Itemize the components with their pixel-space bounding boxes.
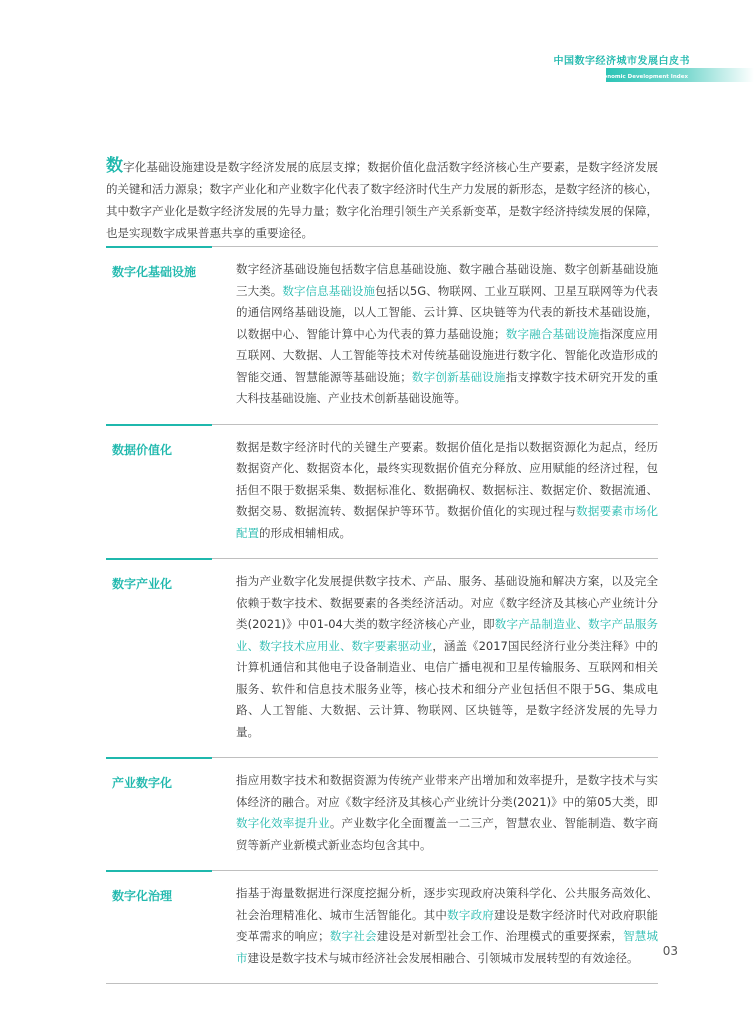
intro-paragraph — [106, 155, 658, 244]
bottom-divider — [106, 983, 658, 984]
body-text: 建设是数字经济时代对政府职能变革需求的响应； — [236, 907, 659, 943]
section-body — [236, 425, 658, 559]
section-title: 数据价值化 — [112, 442, 173, 457]
body-text: 的形成相辅相成。 — [259, 525, 351, 540]
section-body — [236, 758, 658, 870]
section-body — [236, 247, 658, 424]
highlight-term: 数字政府 — [447, 907, 495, 922]
body-text: 指为产业数字化发展提供数字技术、产品、服务、基础设施和解决方案，以及完全依赖于数字技术、数据要素的各类经济活动。对应《数字经济及其核心产业统计分类(2021)》中01-04大类的数字经济核心产业，即 — [236, 574, 658, 631]
section-body — [236, 559, 658, 757]
intro-text: 字化基础设施建设是数字经济发展的底层支撑；数据价值化盘活数字经济核心生产要素，是数字经济发展的关键和活力源泉；数字产业化和产业数字化代表了数字经济时代生产力发展的新形态，是数字经济的核心，其中数字产业化是数字经济发展的先导力量；数字化治理引领生产关系新变革，是数字经济持续发展的保障，也是实现数字成果普惠共享的重要途径。 — [106, 160, 659, 240]
section-digital-infrastructure — [106, 246, 658, 424]
body-text: 包括以5G、物联网、工业互联网、卫星互联网等为代表的通信网络基础设施，以人工智能、云计算、区块链等为代表的新技术基础设施，以数据中心、智能计算中心为代表的算力基础设施； — [236, 283, 658, 341]
page-header — [554, 52, 691, 82]
body-text: ，涵盖《2017国民经济行业分类注释》中的计算机通信和其他电子设备制造业、电信广播电视和卫星传输服务、互联网和相关服务、软件和信息技术服务业等，核心技术和细分产业包括但不限于5G、集成电路、人工智能、大数据、云计算、物联网、区块链等，是数字经济发展的先导力量。 — [236, 638, 659, 739]
body-text: 指深度应用互联网、大数据、人工智能等技术对传统基础设施进行数字化、智能化改造形成的智能交通、智慧能源等基础设施； — [236, 326, 659, 384]
definition-sections — [106, 246, 658, 984]
page-number: 03 — [662, 944, 678, 958]
highlight-term: 数字信息基础设施 — [282, 283, 376, 298]
section-title: 数字化治理 — [112, 889, 173, 903]
section-body — [236, 871, 658, 983]
body-text: 数字经济基础设施包括数字信息基础设施、数字融合基础设施、数字创新基础设施三大类。 — [236, 262, 658, 298]
highlight-term: 智慧城市 — [236, 929, 659, 965]
body-text: 建设是对新型社会工作、治理模式的重要探索， — [376, 929, 624, 943]
body-text: 数据是数字经济时代的关键生产要素。数据价值化是指以数据资源化为起点，经历数据资产化、数据资本化，最终实现数据价值充分释放、应用赋能的经济过程，包括但不限于数据采集、数据标准化、数据确权、数据标注、数据定价、数据流通、数据交易、数据流转、数据保护等环节。数据价值化的实现过程与 — [236, 439, 658, 518]
body-text: 指支撑数字技术研究开发的重大科技基础设施、产业技术创新基础设施等。 — [236, 369, 659, 405]
section-industrial-digitalization — [106, 757, 658, 870]
body-text: 建设是数字技术与城市经济社会发展相融合、引领城市发展转型的有效途径。 — [247, 950, 639, 965]
highlight-term: 数据要素市场化配置 — [236, 504, 658, 540]
body-text: 。产业数字化全面覆盖一二三产，智慧农业、智能制造、数字商贸等新产业新模式新业态均包含其中。 — [236, 816, 658, 852]
highlight-term: 数字融合基础设施 — [505, 326, 600, 341]
section-digital-industrialization — [106, 558, 658, 757]
highlight-term: 数字产品制造业、数字产品服务业、数字技术应用业、数字要素驱动业 — [236, 617, 659, 653]
highlight-term: 数字社会 — [329, 929, 377, 943]
section-title: 产业数字化 — [112, 776, 173, 790]
section-title: 数字产业化 — [112, 577, 173, 591]
highlight-term: 数字创新基础设施 — [411, 369, 506, 384]
section-title: 数字化基础设施 — [112, 265, 197, 279]
section-data-valorization — [106, 424, 658, 559]
intro-dropcap: 数 — [106, 156, 124, 176]
header-title: 中国数字经济城市发展白皮书 — [553, 56, 690, 67]
body-text: 指应用数字技术和数据资源为传统产业带来产出增加和效率提升，是数字技术与实体经济的融合。对应《数字经济及其核心产业统计分类(2021)》中的第05大类，即 — [236, 773, 658, 809]
section-digital-governance — [106, 870, 658, 983]
body-text: 指基于海量数据进行深度挖掘分析，逐步实现政府决策科学化、公共服务高效化、社会治理精准化、城市生活智能化。其中 — [236, 886, 658, 922]
header-subtitle: Digital Economic Development Index — [573, 74, 688, 80]
highlight-term: 数字化效率提升业 — [236, 816, 330, 830]
